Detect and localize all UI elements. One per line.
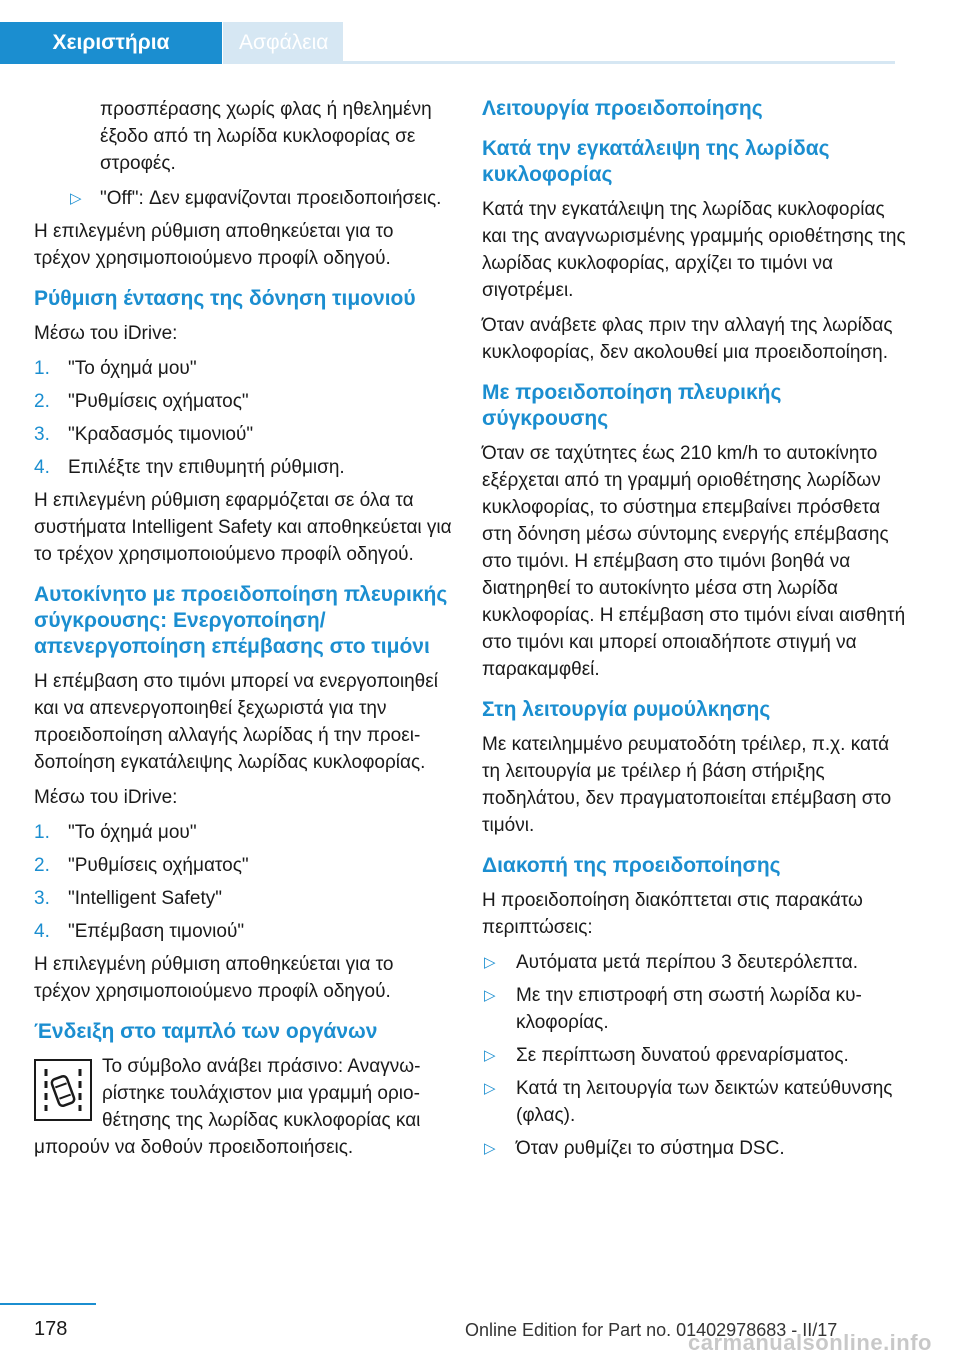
tab-controls-label: Χειριστήρια [52, 31, 170, 54]
step-item [34, 819, 452, 846]
paragraph: Κατά την εγκατάλειψη της λωρίδας κυκλοφορίας και της αναγνωρισμένης γραμμής οριοθέτησης της λωρίδας κυκλοφορίας, αρχίζει το τιμόνι να σιγοτρέμει. [482, 199, 906, 301]
triangle-bullet-icon: ▷ [484, 954, 496, 971]
section-heading: Λειτουργία προειδοποίησης [482, 97, 763, 120]
step-item [34, 454, 452, 481]
symbol-text: Το σύμβολο ανάβει πράσινο: Αναγνωρίστηκε τουλάχιστον μια γραμμή οριοθέτησης της λωρίδας κυκλοφορίας και μπορούν να δοθούν προειδοποιήσεις. [34, 1056, 421, 1158]
section-heading: Ένδειξη στο ταμπλό των οργάνων [34, 1020, 378, 1043]
list-item-text: Σε περίπτωση δυνατού φρεναρίσματος. [516, 1045, 849, 1066]
step-text: Επιλέξτε την επιθυμητή ρύθμιση. [68, 457, 345, 478]
subsection-heading: Με προειδοποίηση πλευρικής σύγκρουσης [482, 381, 782, 430]
step-number: 1. [34, 358, 50, 379]
paragraph: Η επιλεγμένη ρύθμιση αποθηκεύεται για το τρέχον χρησιμοποιούμενο προφίλ οδηγού. [34, 954, 394, 1002]
step-item [34, 885, 452, 912]
page-header [0, 0, 960, 64]
list-item-text: Με την επιστροφή στη σωστή λωρίδα κυκλοφορίας. [516, 985, 862, 1033]
symbol-description [34, 1053, 452, 1161]
triangle-bullet-icon: ▷ [484, 1080, 496, 1097]
list-item [34, 185, 452, 212]
step-text: "Intelligent Safety" [68, 888, 222, 909]
paragraph: Με κατειλημμένο ρευματοδότη τρέιλερ, π.χ. κατά τη λειτουργία με τρέιλερ ή βάση στήριξης ποδηλάτου, δεν πραγματοποιείται επέμβαση στο τιμόνι. [482, 734, 892, 836]
list-item [482, 949, 912, 976]
tab-safety[interactable] [223, 22, 343, 64]
lane-departure-warning-icon [34, 1059, 92, 1121]
list-item [482, 1135, 912, 1162]
step-item [34, 852, 452, 879]
paragraph: Η επέμβαση στο τιμόνι μπορεί να ενεργοποιηθεί και να απενεργοποιηθεί ξεχωριστά για την προειδοποίηση αλλαγής λωρίδας ή την προειδοποίηση εγκατάλειψης λωρίδας κυκλοφορίας. [34, 671, 438, 773]
continued-text: προσπέρασης χωρίς φλας ή ηθελημένη έξοδο από τη λωρίδα κυκλοφορίας σε στροφές. [100, 99, 432, 174]
section-heading: Αυτοκίνητο με προειδοποίηση πλευρικής σύγκρουσης: Ενεργοποίηση/απενεργοποίηση επέμβασης στο τιμόνι [34, 583, 448, 658]
step-number: 2. [34, 391, 50, 412]
header-divider [343, 61, 895, 64]
subsection-heading: Κατά την εγκατάλειψη της λωρίδας κυκλοφορίας [482, 137, 830, 186]
step-number: 4. [34, 457, 50, 478]
list-item-text: Όταν ρυθμίζει το σύστημα DSC. [516, 1138, 785, 1159]
step-number: 1. [34, 822, 50, 843]
triangle-bullet-icon: ▷ [70, 190, 82, 207]
paragraph: Μέσω του iDrive: [34, 323, 178, 344]
step-number: 2. [34, 855, 50, 876]
step-text: "Το όχημά μου" [68, 822, 197, 843]
paragraph: Όταν ανάβετε φλας πριν την αλλαγή της λωρίδας κυκλοφορίας, δεν ακολουθεί μια προειδοποίηση. [482, 315, 893, 363]
subsection-heading: Στη λειτουργία ρυμούλκησης [482, 698, 771, 721]
step-text: "Ρυθμίσεις οχήματος" [68, 391, 249, 412]
list-item [482, 982, 912, 1036]
list-item [482, 1042, 912, 1069]
paragraph: Όταν σε ταχύτητες έως 210 km/h το αυτοκίνητο εξέρχεται από τη γραμμή οριοθέτησης λωρίδων κυκλοφορίας, το σύστημα επεμβαίνει πρόσθετα στη δόνηση μέσω σύντομης ενεργής επέμβασης στο τιμόνι. Η επέμβαση στο τιμόνι βοηθά να διατηρηθεί το αυτοκίνητο μέσα στη λωρίδα κυκλοφορίας. Η επέμβαση στο τιμόνι είναι αισθητή στο τιμόνι και μπορεί οποιαδήποτε στιγμή να παρακαμφθεί. [482, 443, 906, 680]
edition-text: Online Edition for Part no. 01402978683 - II/17 [465, 1320, 838, 1340]
triangle-bullet-icon: ▷ [484, 1140, 496, 1157]
step-text: "Ρυθμίσεις οχήματος" [68, 855, 249, 876]
step-number: 4. [34, 921, 50, 942]
list-item-text: "Off": Δεν εμφανίζονται προειδοποιήσεις. [100, 188, 442, 209]
left-column [34, 96, 452, 1161]
subsection-heading: Διακοπή της προειδοποίησης [482, 854, 781, 877]
step-text: "Επέμβαση τιμονιού" [68, 921, 245, 942]
list-item-text: Κατά τη λειτουργία των δεικτών κατεύθυνσης (φλας). [516, 1078, 893, 1126]
right-column [482, 96, 912, 1168]
step-text: "Κραδασμός τιμονιού" [68, 424, 254, 445]
paragraph: Μέσω του iDrive: [34, 787, 178, 808]
step-item [34, 355, 452, 382]
step-item [34, 918, 452, 945]
list-item-text: Αυτόματα μετά περίπου 3 δευτερόλεπτα. [516, 952, 859, 973]
page-number: 178 [34, 1318, 68, 1340]
triangle-bullet-icon: ▷ [484, 987, 496, 1004]
step-number: 3. [34, 888, 50, 909]
step-number: 3. [34, 424, 50, 445]
paragraph: Η προειδοποίηση διακόπτεται στις παρακάτω περιπτώσεις: [482, 890, 863, 938]
triangle-bullet-icon: ▷ [484, 1047, 496, 1064]
tab-safety-label: Ασφάλεια [239, 31, 329, 54]
tab-controls[interactable] [0, 22, 222, 64]
section-heading: Ρύθμιση έντασης της δόνηση τιμονιού [34, 287, 416, 310]
list-item [482, 1075, 912, 1129]
step-item [34, 421, 452, 448]
paragraph: Η επιλεγμένη ρύθμιση αποθηκεύεται για το τρέχον χρησιμοποιούμενο προφίλ οδηγού. [34, 221, 394, 269]
watermark: carmanualsonline.info [688, 1330, 932, 1355]
paragraph: Η επιλεγμένη ρύθμιση εφαρμόζεται σε όλα τα συστήματα Intelligent Safety και αποθηκεύεται για το τρέχον χρησιμοποιούμενο προφίλ οδηγού. [34, 490, 452, 565]
step-text: "Το όχημά μου" [68, 358, 197, 379]
step-item [34, 388, 452, 415]
footer-divider [0, 1303, 96, 1305]
